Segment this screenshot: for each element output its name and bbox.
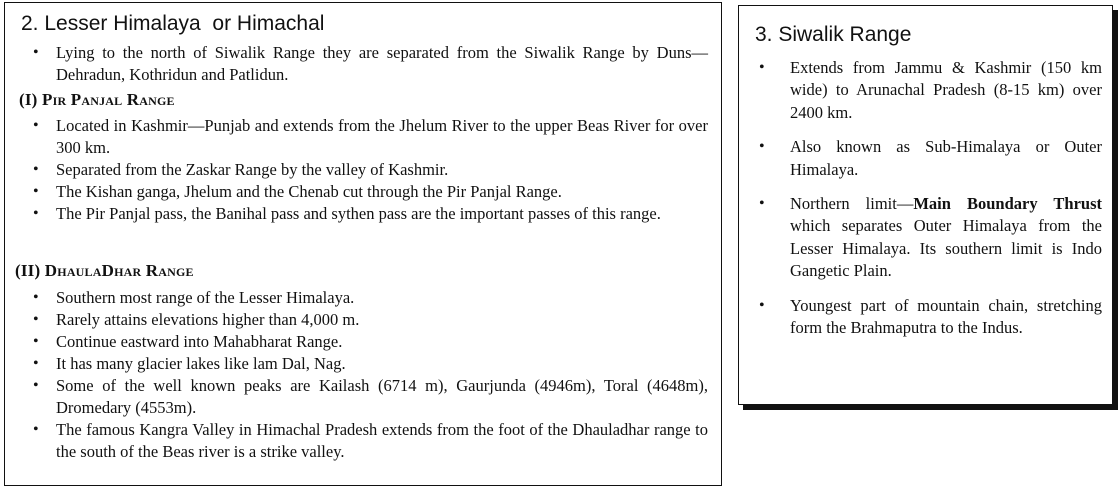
- list-item: [33, 353, 708, 375]
- list-item: [759, 136, 1102, 181]
- bullet-icon: •: [33, 333, 39, 350]
- pir-panjal-list: [33, 115, 708, 225]
- dhauladhar-list: [33, 287, 708, 463]
- dhauladhar-heading: (II) DhaulaDhar Range: [15, 261, 194, 280]
- bullet-icon: •: [33, 377, 39, 394]
- bullet-icon: •: [33, 161, 39, 178]
- siwalik-range-title: 3. Siwalik Range: [755, 23, 912, 46]
- list-item: [33, 115, 708, 159]
- list-item-text: Youngest part of mountain chain, stretching form the Brahmaputra to the Indus.: [790, 295, 1102, 338]
- lesser-himalaya-title: 2. Lesser Himalaya or Himachal: [21, 12, 325, 35]
- list-item-text: Also known as Sub-Himalaya or Outer Himalaya.: [790, 137, 1102, 179]
- list-item-text: The Kishan ganga, Jhelum and the Chenab cut through the Pir Panjal Range.: [56, 182, 562, 201]
- list-item: [33, 309, 708, 331]
- list-item: [33, 287, 708, 309]
- bullet-icon: •: [33, 117, 39, 134]
- list-item: [759, 295, 1102, 340]
- main-boundary-thrust-term: Main Boundary Thrust: [913, 194, 1102, 214]
- pir-panjal-heading: (I) Pir Panjal Range: [19, 90, 175, 109]
- bullet-icon: •: [33, 355, 39, 372]
- bullet-icon: •: [33, 289, 39, 306]
- list-item: [33, 419, 708, 463]
- siwalik-range-panel: [738, 5, 1113, 405]
- list-item: [759, 57, 1102, 124]
- siwalik-list: [759, 57, 1102, 351]
- list-item: [33, 181, 708, 203]
- bullet-icon: •: [759, 59, 765, 76]
- list-item-text: Southern most range of the Lesser Himalaya.: [56, 288, 355, 307]
- bullet-icon: •: [33, 205, 39, 222]
- list-item-text: Some of the well known peaks are Kailash (6714 m), Gaurjunda (4946m), Toral (4648m), Dromedary (4553m).: [56, 376, 708, 417]
- bullet-icon: •: [33, 311, 39, 328]
- bullet-icon: •: [759, 195, 765, 213]
- bullet-icon: •: [759, 296, 765, 314]
- list-item-text-prefix: Northern limit—: [790, 194, 914, 214]
- bullet-icon: •: [33, 183, 39, 200]
- list-item-text: The Pir Panjal pass, the Banihal pass and sythen pass are the important passes of this range.: [56, 204, 661, 223]
- list-item: [33, 42, 708, 86]
- list-item-text: Extends from Jammu & Kashmir (150 km wide) to Arunachal Pradesh (8-15 km) over 2400 km.: [790, 58, 1102, 122]
- list-item-text: Lying to the north of Siwalik Range they are separated from the Siwalik Range by Duns—Dehradun, Kothridun and Patlidun.: [56, 43, 708, 84]
- bullet-icon: •: [759, 138, 765, 156]
- list-item-text-suffix: which separates Outer Himalaya from the Lesser Himalaya. Its southern limit is Indo Gangetic Plain.: [790, 216, 1102, 281]
- intro-list: [33, 42, 708, 86]
- lesser-himalaya-panel: [4, 2, 722, 486]
- list-item: [759, 193, 1102, 283]
- list-item-text: It has many glacier lakes like lam Dal, Nag.: [56, 354, 346, 373]
- list-item-text: Continue eastward into Mahabharat Range.: [56, 332, 343, 351]
- list-item: [33, 159, 708, 181]
- list-item: [33, 375, 708, 419]
- bullet-icon: •: [33, 44, 39, 61]
- list-item-text: Separated from the Zaskar Range by the valley of Kashmir.: [56, 160, 449, 179]
- list-item-text: Rarely attains elevations higher than 4,000 m.: [56, 310, 360, 329]
- list-item: [33, 203, 708, 225]
- bullet-icon: •: [33, 421, 39, 438]
- list-item: [33, 331, 708, 353]
- list-item-text: The famous Kangra Valley in Himachal Pradesh extends from the foot of the Dhauladhar range to the south of the Beas river is a strike valley.: [56, 420, 708, 461]
- list-item-text: Located in Kashmir—Punjab and extends from the Jhelum River to the upper Beas River for over 300 km.: [56, 116, 708, 157]
